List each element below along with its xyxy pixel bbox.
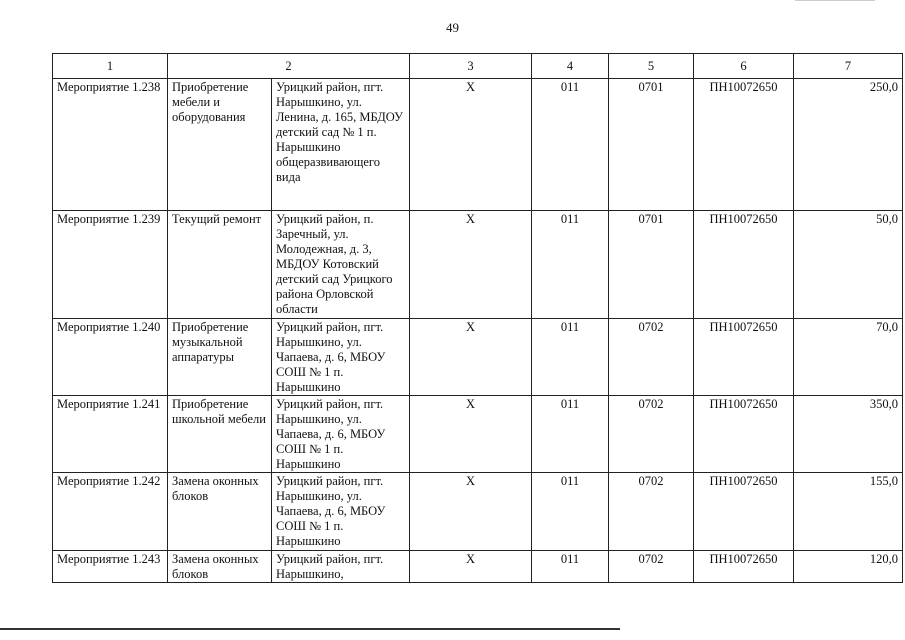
amount-cell: 50,0 bbox=[794, 211, 903, 319]
col6-cell: ПН10072650 bbox=[694, 79, 794, 211]
header-cell-5: 5 bbox=[609, 54, 694, 79]
event-cell: Мероприятие 1.242 bbox=[53, 473, 168, 551]
col4-cell: 011 bbox=[532, 79, 609, 211]
address-cell: Урицкий район, пгт. Нарышкино, bbox=[272, 551, 410, 583]
header-cell-3: 3 bbox=[410, 54, 532, 79]
col6-cell: ПН10072650 bbox=[694, 551, 794, 583]
address-cell: Урицкий район, пгт. Нарышкино, ул. Чапаева, д. 6, МБОУ СОШ № 1 п. Нарышкино bbox=[272, 473, 410, 551]
col3-cell: X bbox=[410, 79, 532, 211]
col5-cell: 0702 bbox=[609, 473, 694, 551]
amount-cell: 70,0 bbox=[794, 319, 903, 396]
col6-cell: ПН10072650 bbox=[694, 319, 794, 396]
amount-cell: 155,0 bbox=[794, 473, 903, 551]
col5-cell: 0701 bbox=[609, 211, 694, 319]
header-cell-7: 7 bbox=[794, 54, 903, 79]
address-cell: Урицкий район, пгт. Нарышкино, ул. Чапаева, д. 6, МБОУ СОШ № 1 п. Нарышкино bbox=[272, 319, 410, 396]
address-cell: Урицкий район, п. Заречный, ул. Молодежная, д. 3, МБДОУ Котовский детский сад Урицкого района Орловской области bbox=[272, 211, 410, 319]
event-cell: Мероприятие 1.243 bbox=[53, 551, 168, 583]
scan-edge-mark bbox=[795, 0, 875, 1]
event-cell: Мероприятие 1.240 bbox=[53, 319, 168, 396]
col4-cell: 011 bbox=[532, 396, 609, 473]
amount-cell: 120,0 bbox=[794, 551, 903, 583]
table-row bbox=[53, 473, 903, 551]
header-cell-4: 4 bbox=[532, 54, 609, 79]
event-cell: Мероприятие 1.239 bbox=[53, 211, 168, 319]
name-cell: Замена оконных блоков bbox=[168, 551, 272, 583]
amount-cell: 250,0 bbox=[794, 79, 903, 211]
budget-table bbox=[52, 53, 903, 583]
name-cell: Приобретение школьной мебели bbox=[168, 396, 272, 473]
header-cell-6: 6 bbox=[694, 54, 794, 79]
col3-cell: X bbox=[410, 211, 532, 319]
page-number: 49 bbox=[446, 20, 459, 35]
col5-cell: 0702 bbox=[609, 319, 694, 396]
col6-cell: ПН10072650 bbox=[694, 211, 794, 319]
col4-cell: 011 bbox=[532, 473, 609, 551]
col5-cell: 0701 bbox=[609, 79, 694, 211]
name-cell: Замена оконных блоков bbox=[168, 473, 272, 551]
name-cell: Приобретение музыкальной аппаратуры bbox=[168, 319, 272, 396]
col6-cell: ПН10072650 bbox=[694, 473, 794, 551]
table-row bbox=[53, 396, 903, 473]
col6-cell: ПН10072650 bbox=[694, 396, 794, 473]
name-cell: Приобретение мебели и оборудования bbox=[168, 79, 272, 211]
amount-cell: 350,0 bbox=[794, 396, 903, 473]
table-row bbox=[53, 211, 903, 319]
col3-cell: X bbox=[410, 551, 532, 583]
table-row bbox=[53, 319, 903, 396]
col4-cell: 011 bbox=[532, 211, 609, 319]
col5-cell: 0702 bbox=[609, 396, 694, 473]
event-cell: Мероприятие 1.238 bbox=[53, 79, 168, 211]
header-cell-2: 2 bbox=[168, 54, 410, 79]
table-row bbox=[53, 551, 903, 583]
name-cell: Текущий ремонт bbox=[168, 211, 272, 319]
col3-cell: X bbox=[410, 473, 532, 551]
header-cell-1: 1 bbox=[53, 54, 168, 79]
address-cell: Урицкий район, пгт. Нарышкино, ул. Ленина, д. 165, МБДОУ детский сад № 1 п. Нарышкино общеразвивающего вида bbox=[272, 79, 410, 211]
table-row bbox=[53, 79, 903, 211]
scan-bottom-edge bbox=[0, 628, 620, 630]
event-cell: Мероприятие 1.241 bbox=[53, 396, 168, 473]
col4-cell: 011 bbox=[532, 319, 609, 396]
col3-cell: X bbox=[410, 319, 532, 396]
col4-cell: 011 bbox=[532, 551, 609, 583]
address-cell: Урицкий район, пгт. Нарышкино, ул. Чапаева, д. 6, МБОУ СОШ № 1 п. Нарышкино bbox=[272, 396, 410, 473]
col5-cell: 0702 bbox=[609, 551, 694, 583]
table-header-row bbox=[53, 54, 903, 79]
col3-cell: X bbox=[410, 396, 532, 473]
